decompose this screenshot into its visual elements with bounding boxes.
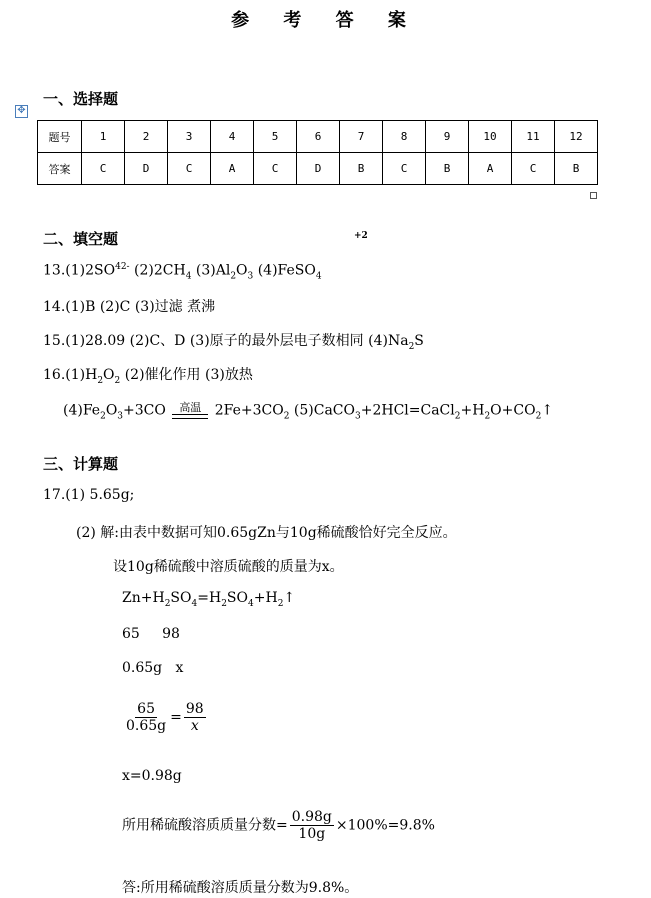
table-row-label: 题号 — [38, 121, 82, 153]
fraction: $\frac{0.98g}{10g}$ — [291, 809, 332, 842]
table-cell: 11 — [512, 121, 555, 153]
table-cell: 4 — [211, 121, 254, 153]
answer-line-16-cont: $(4)Fe_2O_3+3CO$ 高温 $2Fe+3CO_2$ $(5)CaCO_3+2HCl=CaCl_2+H_2O+CO_2↑$ — [63, 401, 554, 422]
answer-line-17-1: 17.(1) 5.65g; — [43, 487, 135, 503]
table-cell: C — [254, 153, 297, 185]
answer-line-17-2: (2) 解:由表中数据可知0.65gZn与10g稀硫酸恰好完全反应。 — [76, 525, 457, 541]
answer-table — [37, 120, 598, 185]
section-fill-heading: 二、填空题 — [43, 230, 119, 248]
fraction: $\frac{98}{x}$ — [185, 701, 204, 734]
table-cell: C — [82, 153, 125, 185]
table-cell: A — [211, 153, 254, 185]
fraction: $\frac{65}{0.65g}$ — [126, 701, 167, 734]
table-cell: 2 — [125, 121, 168, 153]
answer-line-15: 15.(1)28.09 (2)C、D (3)原子的最外层电子数相同 $(4)Na_2S$ — [43, 333, 424, 352]
answer-line-16: $16.(1)H_2O_2$ (2)催化作用 (3)放热 — [43, 367, 253, 386]
table-cell: 8 — [383, 121, 426, 153]
percentage-line: 所用稀硫酸溶质质量分数= $\frac{0.98g}{10g}$ ×100%=9.8% — [122, 809, 435, 842]
table-cell: A — [469, 153, 512, 185]
table-resize-handle[interactable] — [590, 192, 597, 199]
table-cell: 1 — [82, 121, 125, 153]
final-answer-line: 答:所用稀硫酸溶质质量分数为9.8%。 — [122, 880, 359, 896]
page-title: 参 考 答 案 — [231, 10, 420, 31]
table-cell: 6 — [297, 121, 340, 153]
table-cell: 12 — [555, 121, 598, 153]
section-calc-heading: 三、计算题 — [43, 455, 119, 473]
reaction-condition: 高温 — [172, 402, 208, 419]
table-cell: B — [426, 153, 469, 185]
table-cell: D — [125, 153, 168, 185]
answer-line-17-assume: 设10g稀硫酸中溶质硫酸的质量为x。 — [113, 559, 344, 575]
table-cell: C — [168, 153, 211, 185]
table-row-answers — [38, 153, 598, 185]
table-cell: 3 — [168, 121, 211, 153]
table-cell: D — [297, 153, 340, 185]
valence-charge-mark: +2 — [354, 231, 368, 241]
table-cell: 7 — [340, 121, 383, 153]
table-cell: C — [383, 153, 426, 185]
table-cell: 5 — [254, 121, 297, 153]
table-move-handle-icon[interactable]: ✥ — [15, 105, 28, 118]
proportion-equation: $\frac{65}{0.65g}$ = $\frac{98}{x}$ — [126, 701, 204, 734]
reaction-equation: $Zn+H_2SO_4=H_2SO_4+H_2↑$ — [122, 590, 296, 609]
table-row-label: 答案 — [38, 153, 82, 185]
table-cell: B — [555, 153, 598, 185]
table-cell: B — [340, 153, 383, 185]
table-row-numbers — [38, 121, 598, 153]
answer-line-13: $13.(1)2SO^{42-}$ $(2)2CH_4$ $(3)Al_2O_3$ (4)FeSO$_4$ — [43, 262, 322, 282]
mass-line: 0.65g x — [122, 660, 184, 676]
table-cell: 10 — [469, 121, 512, 153]
answer-line-14: 14.(1)B (2)C (3)过滤 煮沸 — [43, 299, 216, 315]
table-cell: C — [512, 153, 555, 185]
molar-mass-line: 65 98 — [122, 626, 180, 642]
section-choice-heading: 一、选择题 — [43, 90, 119, 108]
result-line: x=0.98g — [122, 768, 182, 784]
table-cell: 9 — [426, 121, 469, 153]
